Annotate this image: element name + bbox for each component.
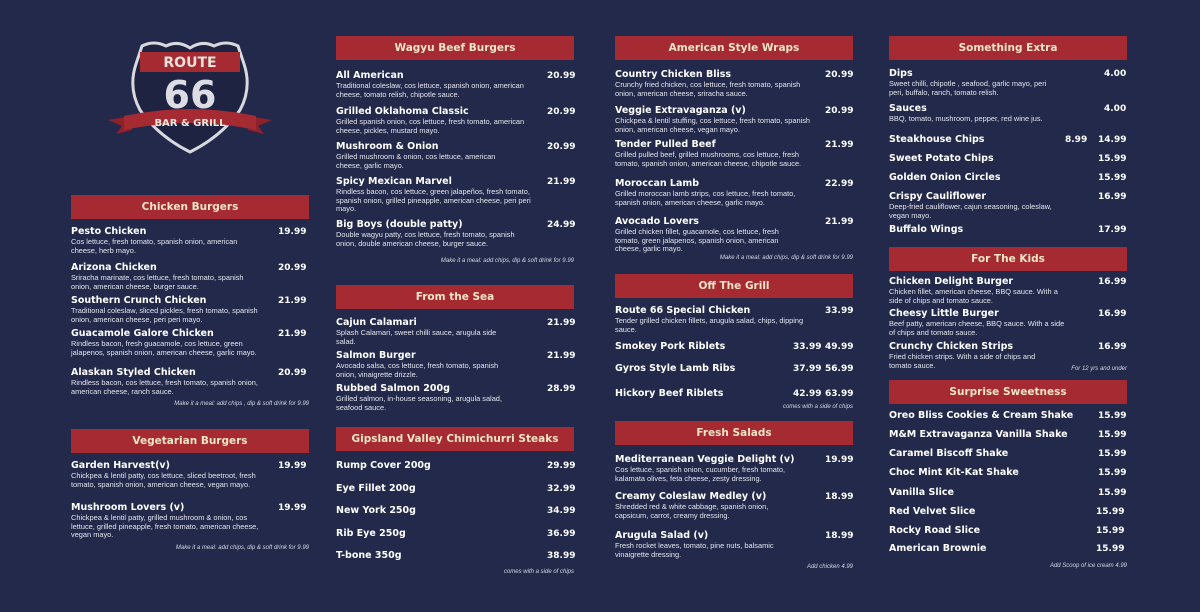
item-price-large: 49.99	[825, 342, 854, 352]
item-description: Grilled mushroom & onion, cos lettuce, american cheese, garlic mayo.	[336, 152, 496, 170]
menu-item	[615, 363, 853, 375]
menu-item	[336, 106, 574, 135]
menu-item	[889, 103, 1127, 124]
section-header-wagyu-beef-burgers: Wagyu Beef Burgers	[336, 36, 574, 60]
item-price: 15.99	[1098, 154, 1127, 164]
item-price: 20.99	[547, 71, 576, 81]
route-66-logo	[102, 38, 278, 156]
item-name: Dips	[889, 68, 913, 79]
item-description: Rindless bacon, fresh guacamole, cos lettuce, green jalapenos, spanish onion, american cheese, garlic mayo.	[71, 339, 257, 357]
item-name: Eye Fillet 200g	[336, 483, 416, 494]
item-name: Country Chicken Bliss	[615, 69, 732, 80]
item-price: 15.99	[1096, 526, 1125, 536]
item-price-small: 37.99	[793, 364, 822, 374]
item-name: Vanilla Slice	[889, 487, 954, 498]
item-name: All American	[336, 70, 404, 81]
item-price: 20.99	[547, 142, 576, 152]
menu-item	[336, 317, 574, 346]
section-header-off-the-grill: Off The Grill	[615, 274, 853, 298]
section-header-something-extra: Something Extra	[889, 36, 1127, 60]
item-name: Garden Harvest(v)	[71, 460, 170, 471]
item-price: 16.99	[1098, 309, 1127, 319]
item-name: Steakhouse Chips	[889, 134, 985, 145]
item-name: Avocado Lovers	[615, 216, 699, 227]
item-price: 18.99	[825, 492, 854, 502]
item-price: 20.99	[547, 107, 576, 117]
item-name: Caramel Biscoff Shake	[889, 448, 1009, 459]
item-name: Grilled Oklahoma Classic	[336, 106, 469, 117]
item-name: Cheesy Little Burger	[889, 308, 999, 319]
item-price: 21.99	[547, 177, 576, 187]
section-header-surprise-sweetness: Surprise Sweetness	[889, 380, 1127, 404]
item-price: 24.99	[547, 220, 576, 230]
menu-item	[615, 178, 853, 207]
item-description: Double wagyu patty, cos lettuce, fresh tomato, spanish onion, double american cheese, burger sauce.	[336, 230, 515, 248]
item-price: 4.00	[1104, 69, 1127, 79]
item-name: Sauces	[889, 103, 927, 114]
menu-item	[615, 216, 853, 254]
item-price: 20.99	[825, 106, 854, 116]
item-price: 38.99	[547, 551, 576, 561]
item-price-large: 63.99	[825, 389, 854, 399]
item-price: 15.99	[1096, 544, 1125, 554]
item-price: 21.99	[547, 318, 576, 328]
menu-item	[889, 224, 1127, 236]
item-name: Veggie Extravaganza (v)	[615, 105, 746, 116]
item-description: Fried chicken strips. With a side of chips and tomato sauce.	[889, 352, 1036, 370]
menu-item	[71, 226, 309, 255]
item-description: Traditional coleslaw, sliced pickles, fresh tomato, spanish onion, american cheese, peri peri mayo.	[71, 306, 258, 324]
item-price: 15.99	[1098, 173, 1127, 183]
item-price: 34.99	[547, 506, 576, 516]
item-name: Mediterranean Veggie Delight (v)	[615, 454, 795, 465]
item-price: 29.99	[547, 461, 576, 471]
item-price: 16.99	[1098, 277, 1127, 287]
item-description: Splash Calamari, sweet chilli sauce, arugula side salad.	[336, 328, 497, 346]
item-name: Big Boys (double patty)	[336, 219, 463, 230]
section-note: comes with a side of chips	[503, 569, 574, 575]
menu-item	[336, 176, 574, 214]
item-price-small: 8.99	[1065, 135, 1088, 145]
menu-item	[615, 305, 853, 334]
item-name: Sweet Potato Chips	[889, 153, 994, 164]
menu-item	[71, 460, 309, 489]
item-description: Chicken fillet, american cheese, BBQ sauce. With a side of chips and tomato sauce.	[889, 287, 1058, 305]
menu-item	[889, 308, 1127, 337]
item-description: Deep-fried cauliflower, cajun seasoning, coleslaw, vegan mayo.	[889, 202, 1052, 220]
item-description: BBQ, tomato, mushroom, pepper, red wine jus.	[889, 114, 1043, 123]
item-name: Route 66 Special Chicken	[615, 305, 751, 316]
menu-item	[889, 410, 1127, 422]
menu-item	[336, 550, 574, 562]
item-price: 19.99	[825, 455, 854, 465]
section-note: comes with a side of chips	[782, 404, 853, 410]
item-price: 15.99	[1098, 488, 1127, 498]
item-description: Grilled spanish onion, cos lettuce, fresh tomato, american cheese, pickles, mustard mayo.	[336, 117, 525, 135]
menu-item	[615, 139, 853, 168]
item-price: 22.99	[825, 179, 854, 189]
item-name: Alaskan Styled Chicken	[71, 367, 196, 378]
item-description: Grilled pulled beef, grilled mushrooms, cos lettuce, fresh tomato, spanish onion, american cheese, chipotle sauce.	[615, 150, 802, 168]
item-price: 20.99	[278, 263, 307, 273]
section-header-american-style-wraps: American Style Wraps	[615, 36, 853, 60]
item-name: Smokey Pork Riblets	[615, 341, 726, 352]
item-name: New York 250g	[336, 505, 416, 516]
item-name: M&M Extravaganza Vanilla Shake	[889, 429, 1068, 440]
item-price: 19.99	[278, 227, 307, 237]
menu-item	[615, 388, 853, 400]
item-description: Traditional coleslaw, cos lettuce, spanish onion, american cheese, tomato relish, chipotle sauce.	[336, 81, 524, 99]
item-name: Mushroom & Onion	[336, 141, 439, 152]
menu-item	[889, 487, 1127, 499]
menu-item	[336, 70, 574, 99]
item-price: 15.99	[1098, 411, 1127, 421]
menu-item	[889, 172, 1127, 184]
item-description: Sweet chilli, chipotle , seafood, garlic mayo, peri peri, buffalo, ranch, tomato relish.	[889, 79, 1047, 97]
item-name: Gyros Style Lamb Ribs	[615, 363, 736, 374]
menu-item	[336, 505, 574, 517]
item-price: 15.99	[1098, 468, 1127, 478]
menu-item	[889, 429, 1127, 441]
item-name: Buffalo Wings	[889, 224, 964, 235]
section-header-for-the-kids: For The Kids	[889, 247, 1127, 271]
item-price: 28.99	[547, 384, 576, 394]
item-name: Golden Onion Circles	[889, 172, 1001, 183]
item-price: 19.99	[278, 503, 307, 513]
item-description: Fresh rocket leaves, tomato, pine nuts, balsamic vinaigrette dressing.	[615, 541, 774, 559]
menu-item	[889, 134, 1127, 146]
item-description: Tender grilled chicken fillets, arugula salad, chips, dipping sauce.	[615, 316, 804, 334]
item-price-large: 56.99	[825, 364, 854, 374]
menu-item	[615, 491, 853, 520]
item-name: Rump Cover 200g	[336, 460, 431, 471]
section-note: Make it a meal: add chips, dip & soft drink for 9.99	[175, 545, 309, 551]
menu-item	[71, 367, 309, 396]
item-name: Rocky Road Slice	[889, 525, 981, 536]
item-price: 21.99	[825, 217, 854, 227]
menu-item	[889, 153, 1127, 165]
menu-item	[336, 350, 574, 379]
item-price: 15.99	[1098, 449, 1127, 459]
logo-route-text: ROUTE	[163, 55, 217, 71]
item-price: 17.99	[1098, 225, 1127, 235]
section-header-fresh-salads: Fresh Salads	[615, 421, 853, 445]
item-price: 36.99	[547, 529, 576, 539]
item-name: Salmon Burger	[336, 350, 416, 361]
item-description: Chickpea & lentil patty, grilled mushroom & onion, cos lettuce, grilled pineapple, fresh tomato, american cheese, vegan mayo.	[71, 513, 259, 540]
item-price: 20.99	[825, 70, 854, 80]
menu-item	[889, 525, 1127, 537]
menu-item	[71, 502, 309, 540]
item-name: Choc Mint Kit-Kat Shake	[889, 467, 1019, 478]
item-description: Grilled salmon, in-house seasoning, arugula salad, seafood sauce.	[336, 394, 502, 412]
item-description: Chickpea & lentil stuffing, cos lettuce, fresh tomato, spanish onion, american cheese, vegan mayo.	[615, 116, 810, 134]
section-header-chimichurri-steaks: Gipsland Valley Chimichurri Steaks	[336, 427, 574, 451]
menu-item	[615, 341, 853, 353]
item-name: Pesto Chicken	[71, 226, 147, 237]
menu-item	[889, 191, 1127, 220]
item-description: Beef patty, american cheese, BBQ sauce. With a side of chips and tomato sauce.	[889, 319, 1065, 337]
item-name: American Brownie	[889, 543, 987, 554]
item-name: Hickory Beef Riblets	[615, 388, 724, 399]
section-note: Add chicken 4.99	[806, 564, 853, 570]
item-price: 15.99	[1096, 507, 1125, 517]
item-name: Red Velvet Slice	[889, 506, 976, 517]
menu-item	[889, 68, 1127, 97]
menu-item	[336, 383, 574, 412]
logo-66-text: 66	[163, 73, 217, 117]
menu-item	[889, 448, 1127, 460]
item-price: 33.99	[825, 306, 854, 316]
item-description: Shredded red & white cabbage, spanish onion, capsicum, carrot, creamy dressing.	[615, 502, 769, 520]
menu-item	[615, 69, 853, 98]
item-price: 19.99	[278, 461, 307, 471]
item-name: Arugula Salad (v)	[615, 530, 709, 541]
section-note: For 12 yrs and under	[1071, 366, 1127, 372]
menu-item	[615, 454, 853, 483]
item-price-small: 42.99	[793, 389, 822, 399]
item-price: 20.99	[278, 368, 307, 378]
menu-item	[889, 506, 1127, 518]
item-description: Cos lettuce, spanish onion, cucumber, fresh tomato, kalamata olives, feta cheese, zesty dressing.	[615, 465, 786, 483]
item-price: 21.99	[825, 140, 854, 150]
item-name: Crunchy Chicken Strips	[889, 341, 1014, 352]
menu-item	[336, 528, 574, 540]
item-name: Chicken Delight Burger	[889, 276, 1014, 287]
item-name: Tender Pulled Beef	[615, 139, 716, 150]
item-description: Rindless bacon, cos lettuce, fresh tomato, spanish onion, american cheese, ranch sauce.	[71, 378, 258, 396]
item-name: T-bone 350g	[336, 550, 402, 561]
item-description: Crunchy fried chicken, cos lettuce, fresh tomato, spanish onion, american cheese, sriracha sauce.	[615, 80, 801, 98]
item-name: Southern Crunch Chicken	[71, 295, 207, 306]
menu-item	[615, 530, 853, 559]
item-description: Chickpea & lentil patty, cos lettuce, sliced beetroot, fresh tomato, spanish onion, american cheese, vegan mayo.	[71, 471, 256, 489]
item-price: 21.99	[278, 329, 307, 339]
item-price-large: 14.99	[1098, 135, 1127, 145]
item-price: 18.99	[825, 531, 854, 541]
item-name: Moroccan Lamb	[615, 178, 700, 189]
item-name: Arizona Chicken	[71, 262, 157, 273]
menu-item	[889, 467, 1127, 479]
menu-item	[71, 262, 309, 291]
item-description: Rindless bacon, cos lettuce, green jalapeños, fresh tomato, spanish onion, grilled pineapple, american cheese, peri peri mayo.	[336, 187, 531, 214]
item-description: Sriracha marinate, cos lettuce, fresh tomato, spanish onion, american cheese, burger sauce.	[71, 273, 244, 291]
logo-ribbon-text: BAR & GRILL	[154, 118, 226, 129]
section-header-from-the-sea: From the Sea	[336, 285, 574, 309]
item-name: Cajun Calamari	[336, 317, 417, 328]
menu-item	[336, 483, 574, 495]
item-price-small: 33.99	[793, 342, 822, 352]
item-price: 15.99	[1098, 430, 1127, 440]
item-name: Crispy Cauliflower	[889, 191, 986, 202]
item-description: Grilled chicken fillet, guacamole, cos lettuce, fresh tomato, green jalapenos, spanish onion, american cheese, garlic mayo.	[615, 227, 779, 254]
item-name: Rib Eye 250g	[336, 528, 406, 539]
menu-item	[336, 141, 574, 170]
section-note: Add Scoop of ice cream 4.99	[1049, 563, 1127, 569]
menu-item	[336, 460, 574, 472]
item-name: Mushroom Lovers (v)	[71, 502, 185, 513]
item-price: 21.99	[278, 296, 307, 306]
item-description: Cos lettuce, fresh tomato, spanish onion, american cheese, herb mayo.	[71, 237, 238, 255]
item-price: 16.99	[1098, 342, 1127, 352]
menu-item	[615, 105, 853, 134]
section-note: Make it a meal: add chips, dip & soft drink for 9.99	[440, 258, 574, 264]
section-header-chicken-burgers: Chicken Burgers	[71, 195, 309, 219]
item-description: Avocado salsa, cos lettuce, fresh tomato, spanish onion, vinaigrette drizzle.	[336, 361, 499, 379]
item-name: Rubbed Salmon 200g	[336, 383, 450, 394]
item-price: 4.00	[1104, 104, 1127, 114]
menu-item	[336, 219, 574, 248]
menu-item	[889, 276, 1127, 305]
item-price: 32.99	[547, 484, 576, 494]
section-note: Make it a meal: add chips , dip & soft drink for 9.99	[174, 401, 309, 407]
menu-item	[71, 295, 309, 324]
section-header-vegetarian-burgers: Vegetarian Burgers	[71, 429, 309, 453]
menu-item	[71, 328, 309, 357]
item-price: 16.99	[1098, 192, 1127, 202]
item-name: Guacamole Galore Chicken	[71, 328, 214, 339]
item-price: 21.99	[547, 351, 576, 361]
item-name: Creamy Coleslaw Medley (v)	[615, 491, 767, 502]
menu-item	[889, 543, 1127, 555]
item-name: Spicy Mexican Marvel	[336, 176, 452, 187]
section-note: Make it a meal: add chips, dip & soft drink for 9.99	[719, 255, 853, 261]
item-name: Oreo Bliss Cookies & Cream Shake	[889, 410, 1074, 421]
item-description: Grilled moroccan lamb strips, cos lettuce, fresh tomato, spanish onion, american cheese, garlic mayo.	[615, 189, 796, 207]
